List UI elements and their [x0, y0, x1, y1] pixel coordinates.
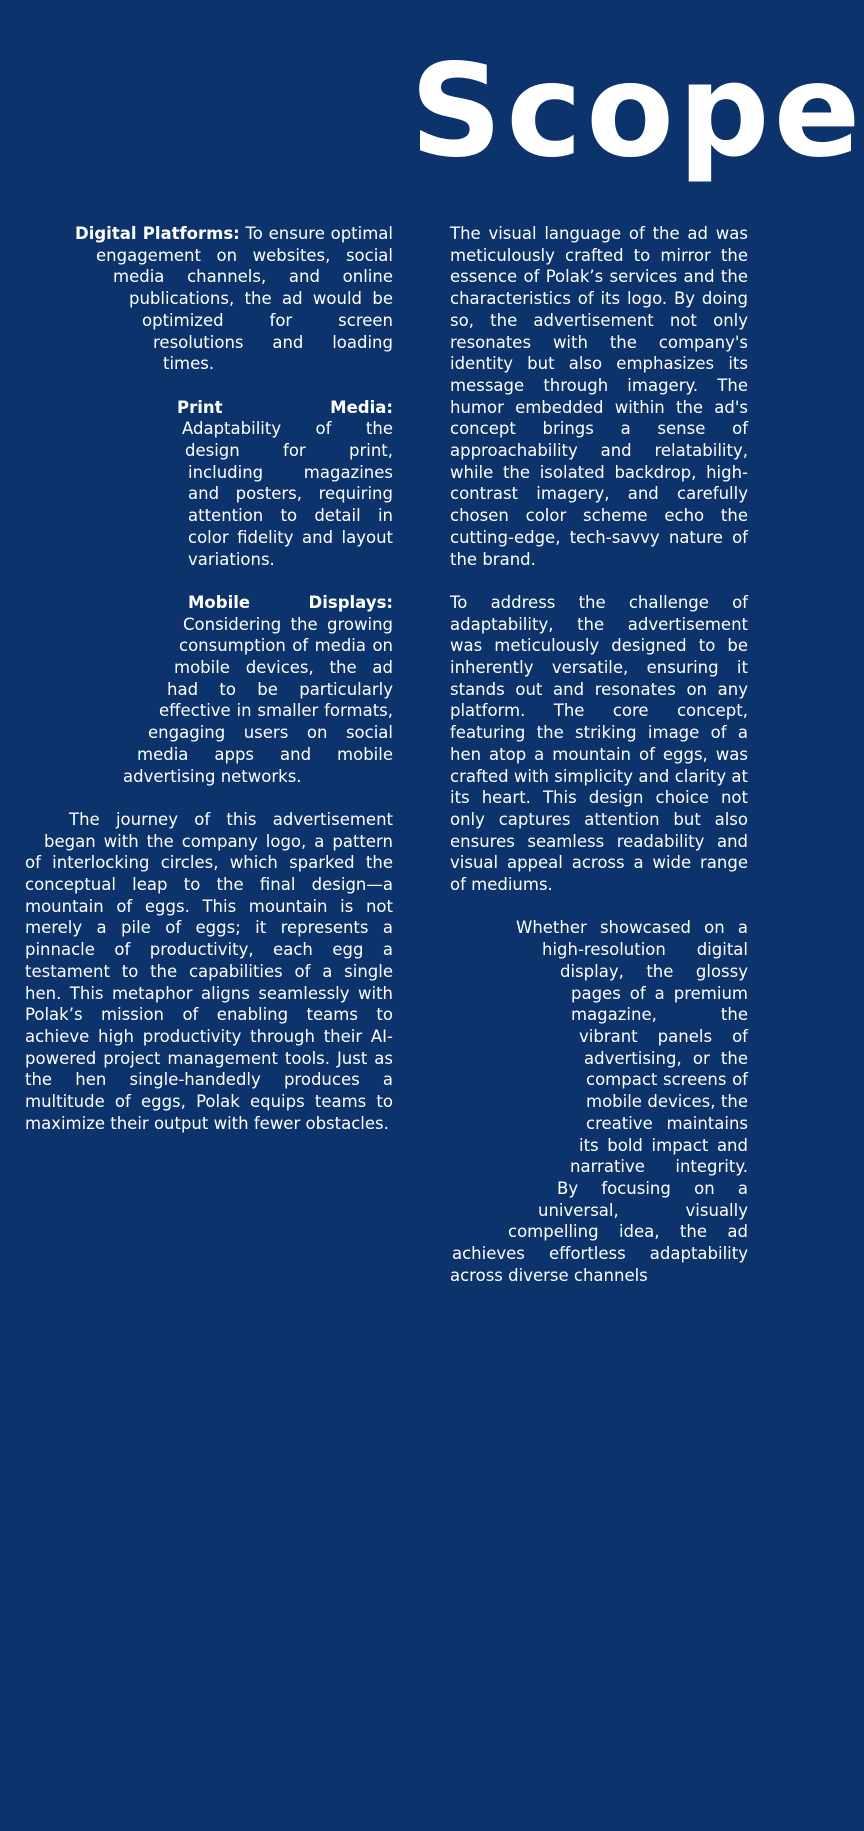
left-column [25, 223, 393, 1831]
digital-platforms-text: To ensure optimal engagement on websites, social media channels, and online publications, the ad would be optimized for screen resolutions and loading times. [96, 224, 394, 374]
mobile-displays-label: Mobile Displays: [188, 592, 393, 612]
whether-paragraph: Whether showcased on a high-resolution digital display, the glossy pages of a premium magazine, the vibrant panels of advertising, or the compact screens of mobile devices, the creative maintains its bold impact and narrative integrity. By focusing on a universal, visually compelling idea, the ad achieves effortless adaptability across diverse channels [450, 918, 748, 1285]
visual-language-paragraph: The visual language of the ad was meticulously crafted to mirror the essence of Polak’s services and the characteristics of its logo. By doing so, the advertisement not only resonates with the company's identity but also emphasizes its message through imagery. The humor embedded within the ad's concept brings a sense of approachability and relatability, while the isolated backdrop, high-contrast imagery, and carefully chosen color scheme echo the cutting-edge, tech-savvy nature of the brand. [450, 224, 748, 569]
adaptability-paragraph: To address the challenge of adaptability, the advertisement was meticulously designed to be inherently versatile, ensuring it stands out and resonates on any platform. The core concept, featuring the striking image of a hen atop a mountain of eggs, was crafted with simplicity and clarity at its heart. This design choice not only captures attention but also ensures seamless readability and visual appeal across a wide range of mediums. [450, 592, 748, 895]
mobile-displays-text: Considering the growing consumption of media on mobile devices, the ad had to be particularly effective in smaller formats, engaging users on social media apps and mobile advertising networks. [123, 614, 393, 786]
print-media-label: Print Media: [177, 397, 393, 417]
journey-paragraph: The journey of this advertisement began with the company logo, a pattern of interlocking circles, which sparked the conceptual leap to the final design—a mountain of eggs. This mountain is not merely a pile of eggs; it represents a pinnacle of productivity, each egg a testament to the capabilities of a single hen. This metaphor aligns seamlessly with Polak’s mission of enabling teams to achieve high productivity through their AI-powered project management tools. Just as the hen single-handedly produces a multitude of eggs, Polak equips teams to maximize their output with fewer obstacles. [25, 809, 393, 1133]
print-media-text: Adaptability of the design for print, including magazines and posters, requiring attention to detail in color fidelity and layout variations. [182, 419, 393, 569]
digital-platforms-label: Digital Platforms: [75, 224, 240, 243]
right-column [450, 223, 748, 1308]
page-title: Scope [410, 37, 864, 186]
